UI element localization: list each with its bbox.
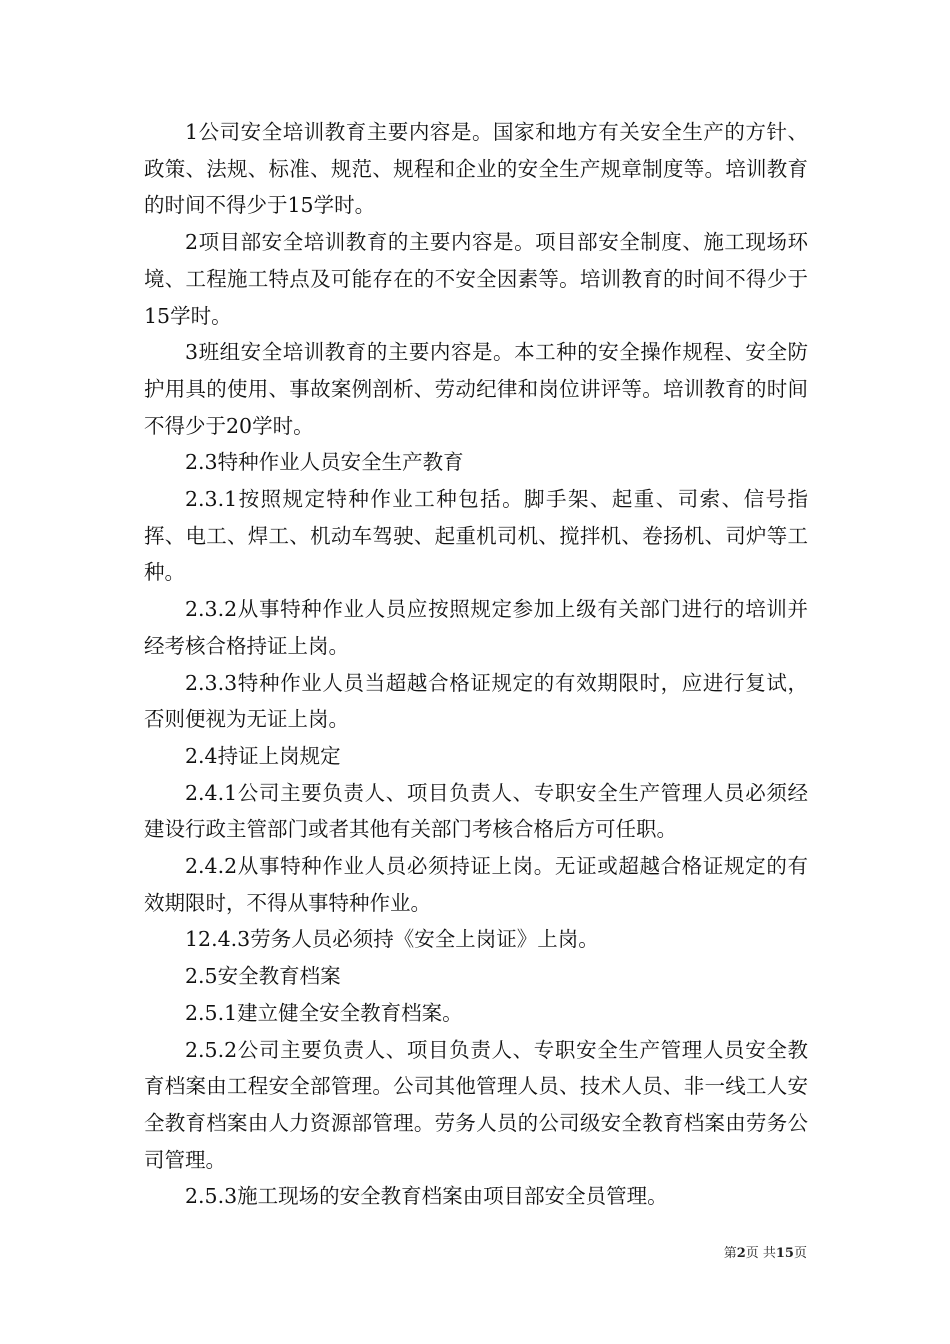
paragraph: 12.4.3劳务人员必须持《安全上岗证》上岗。 <box>185 927 599 952</box>
total-pages-number: 15 <box>775 1246 794 1261</box>
paragraph: 2.4.1公司主要负责人、项目负责人、专职安全生产管理人员必须经建设行政主管部门或者其他有关部门考核合格后方可任职。 <box>144 780 808 842</box>
paragraph: 2.3.3特种作业人员当超越合格证规定的有效期限时，应进行复试，否则便视为无证上岗。 <box>144 670 808 732</box>
footer-middle: 页 共 <box>745 1246 776 1261</box>
current-page-number: 2 <box>736 1246 746 1261</box>
footer-suffix: 页 <box>793 1246 807 1261</box>
paragraph: 2.5.2公司主要负责人、项目负责人、专职安全生产管理人员安全教育档案由工程安全部管理。公司其他管理人员、技术人员、非一线工人安全教育档案由人力资源部管理。劳务人员的公司级安全教育档案由劳务公司管理。 <box>144 1037 808 1172</box>
paragraph: 2.3.2从事特种作业人员应按照规定参加上级有关部门进行的培训并经考核合格持证上岗。 <box>144 597 808 658</box>
paragraph: 2.5.1建立健全安全教育档案。 <box>185 1000 463 1025</box>
page-footer <box>707 1245 807 1263</box>
paragraph: 2.5.3施工现场的安全教育档案由项目部安全员管理。 <box>185 1184 668 1209</box>
paragraph: 3班组安全培训教育的主要内容是。本工种的安全操作规程、安全防护用具的使用、事故案例剖析、劳动纪律和岗位讲评等。培训教育的时间不得少于20学时。 <box>144 340 808 438</box>
document-body <box>144 114 808 1215</box>
paragraph: 1公司安全培训教育主要内容是。国家和地方有关安全生产的方针、政策、法规、标准、规范、规程和企业的安全生产规章制度等。培训教育的时间不得少于15学时。 <box>144 120 808 218</box>
section-heading: 2.3特种作业人员安全生产教育 <box>185 450 464 475</box>
paragraph: 2项目部安全培训教育的主要内容是。项目部安全制度、施工现场环境、工程施工特点及可能存在的不安全因素等。培训教育的时间不得少于15学时。 <box>144 230 808 328</box>
section-heading: 2.4持证上岗规定 <box>185 743 341 768</box>
paragraph: 2.4.2从事特种作业人员必须持证上岗。无证或超越合格证规定的有效期限时，不得从事特种作业。 <box>144 854 808 915</box>
section-heading: 2.5安全教育档案 <box>185 964 341 989</box>
paragraph: 2.3.1按照规定特种作业工种包括。脚手架、起重、司索、信号指挥、电工、焊工、机动车驾驶、起重机司机、搅拌机、卷扬机、司炉等工种。 <box>144 487 808 585</box>
footer-prefix: 第 <box>723 1246 737 1261</box>
